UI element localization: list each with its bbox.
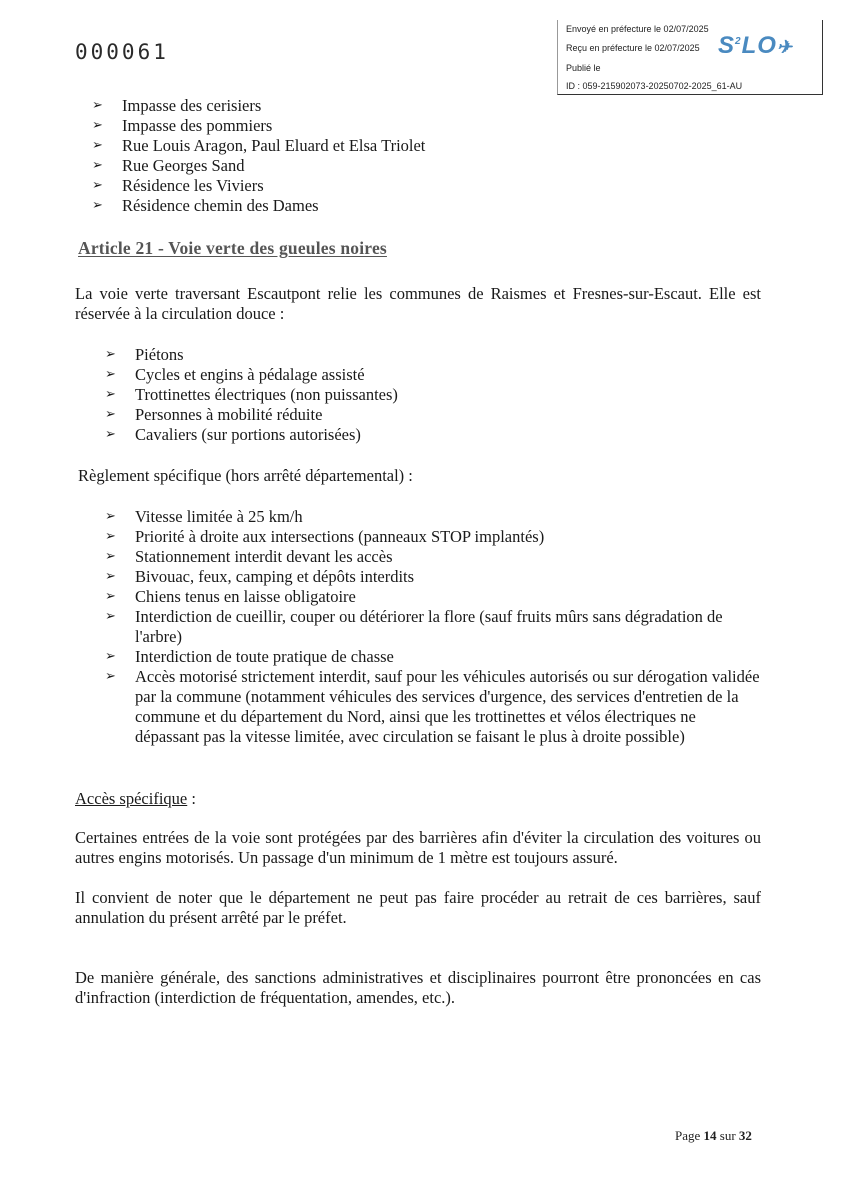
arrow-bullet-icon: ➢ [92, 198, 103, 213]
page-current: 14 [703, 1128, 717, 1143]
article-heading: Article 21 - Voie verte des gueules noires [78, 238, 387, 258]
page-footer [675, 1128, 752, 1144]
list-item-text: Stationnement interdit devant les accès [135, 547, 393, 566]
list-item-text: Chiens tenus en laisse obligatoire [135, 587, 356, 606]
arrow-bullet-icon: ➢ [105, 589, 116, 604]
list-item-text: Interdiction de toute pratique de chasse [135, 647, 394, 666]
list-item-text: Bivouac, feux, camping et dépôts interdits [135, 567, 415, 586]
list-item-text: Cavaliers (sur portions autorisées) [135, 425, 361, 444]
stamp-published: Publié le [566, 63, 601, 73]
arrow-bullet-icon: ➢ [105, 427, 116, 442]
list-item [105, 567, 761, 587]
arrow-bullet-icon: ➢ [92, 158, 103, 173]
list-item [92, 96, 425, 116]
list-item-text: Rue Georges Sand [122, 156, 245, 175]
list-item [105, 405, 398, 425]
arrow-bullet-icon: ➢ [105, 509, 116, 524]
arrow-bullet-icon: ➢ [105, 407, 116, 422]
street-list [92, 96, 425, 216]
arrow-bullet-icon: ➢ [92, 98, 103, 113]
document-number: 000061 [75, 40, 169, 64]
list-item-text: Rue Louis Aragon, Paul Eluard et Elsa Triolet [122, 136, 426, 155]
list-item-text: Trottinettes électriques (non puissantes) [135, 385, 398, 404]
page-prefix: Page [675, 1128, 704, 1143]
arrow-bullet-icon: ➢ [105, 529, 116, 544]
arrow-bullet-icon: ➢ [92, 118, 103, 133]
arrow-bullet-icon: ➢ [105, 367, 116, 382]
access-paragraph-2: Il convient de noter que le département ne peut pas faire procéder au retrait de ces barrières, sauf annulation du présent arrêté par le préfet. [75, 888, 761, 927]
list-item [105, 385, 398, 405]
list-item-text: Résidence les Viviers [122, 176, 264, 195]
list-item [92, 156, 425, 176]
arrow-bullet-icon: ➢ [105, 347, 116, 362]
users-list [105, 345, 398, 445]
arrow-bullet-icon: ➢ [92, 178, 103, 193]
list-item-text: Accès motorisé strictement interdit, sauf pour les véhicules autorisés ou sur dérogation validée par la commune (notamment véhicules des services d'urgence, des services d'entretien de la commune et du département du Nord, ainsi que les trottinettes et vélos électriques ne dépassant pas la vitesse limitée, avec circulation se faisant le plus à droite possible) [135, 667, 760, 746]
list-item-text: Impasse des pommiers [122, 116, 273, 135]
list-item [92, 196, 425, 216]
prefecture-stamp [557, 20, 823, 95]
rules-list [105, 507, 761, 747]
arrow-bullet-icon: ➢ [105, 609, 116, 624]
stamp-sent-date: Envoyé en préfecture le 02/07/2025 [566, 24, 709, 34]
access-title-colon: : [187, 789, 196, 808]
list-item-text: Vitesse limitée à 25 km/h [135, 507, 303, 526]
list-item-text: Cycles et engins à pédalage assisté [135, 365, 365, 384]
list-item [105, 345, 398, 365]
access-paragraph-1: Certaines entrées de la voie sont protégées par des barrières afin d'éviter la circulation des voitures ou autres engins motorisés. Un passage d'un minimum de 1 mètre est toujours assuré. [75, 828, 761, 867]
list-item [105, 607, 761, 647]
list-item [105, 425, 398, 445]
list-item-text: Piétons [135, 345, 184, 364]
stamp-received-date: Reçu en préfecture le 02/07/2025 [566, 43, 700, 53]
list-item-text: Priorité à droite aux intersections (panneaux STOP implantés) [135, 527, 545, 546]
list-item [105, 547, 761, 567]
list-item [105, 587, 761, 607]
arrow-bullet-icon: ➢ [105, 669, 116, 684]
list-item [92, 176, 425, 196]
list-item [105, 507, 761, 527]
stamp-id: ID : 059-215902073-20250702-2025_61-AU [566, 81, 743, 91]
sanctions-paragraph: De manière générale, des sanctions administratives et disciplinaires pourront être prononcées en cas d'infraction (interdiction de fréquentation, amendes, etc.). [75, 968, 761, 1007]
access-title-text: Accès spécifique [75, 789, 188, 808]
s2lo-logo: $S^2LO✈$ [718, 32, 793, 59]
list-item [92, 136, 425, 156]
list-item [105, 527, 761, 547]
arrow-bullet-icon: ➢ [105, 387, 116, 402]
list-item-text: Impasse des cerisiers [122, 96, 262, 115]
access-title [75, 789, 761, 809]
rules-title: Règlement spécifique (hors arrêté départemental) : [78, 466, 413, 485]
list-item [105, 667, 761, 747]
list-item-text: Personnes à mobilité réduite [135, 405, 323, 424]
list-item [92, 116, 425, 136]
intro-paragraph: La voie verte traversant Escautpont relie les communes de Raismes et Fresnes-sur-Escaut. Elle est réservée à la circulation douce : [75, 284, 761, 323]
arrow-bullet-icon: ➢ [105, 549, 116, 564]
arrow-bullet-icon: ➢ [105, 569, 116, 584]
list-item-text: Résidence chemin des Dames [122, 196, 319, 215]
arrow-bullet-icon: ➢ [92, 138, 103, 153]
list-item-text: Interdiction de cueillir, couper ou détériorer la flore (sauf fruits mûrs sans dégradation de l'arbre) [135, 607, 723, 646]
page-total: 32 [738, 1128, 752, 1143]
page-sep: sur [716, 1128, 739, 1143]
list-item [105, 365, 398, 385]
list-item [105, 647, 761, 667]
arrow-bullet-icon: ➢ [105, 649, 116, 664]
